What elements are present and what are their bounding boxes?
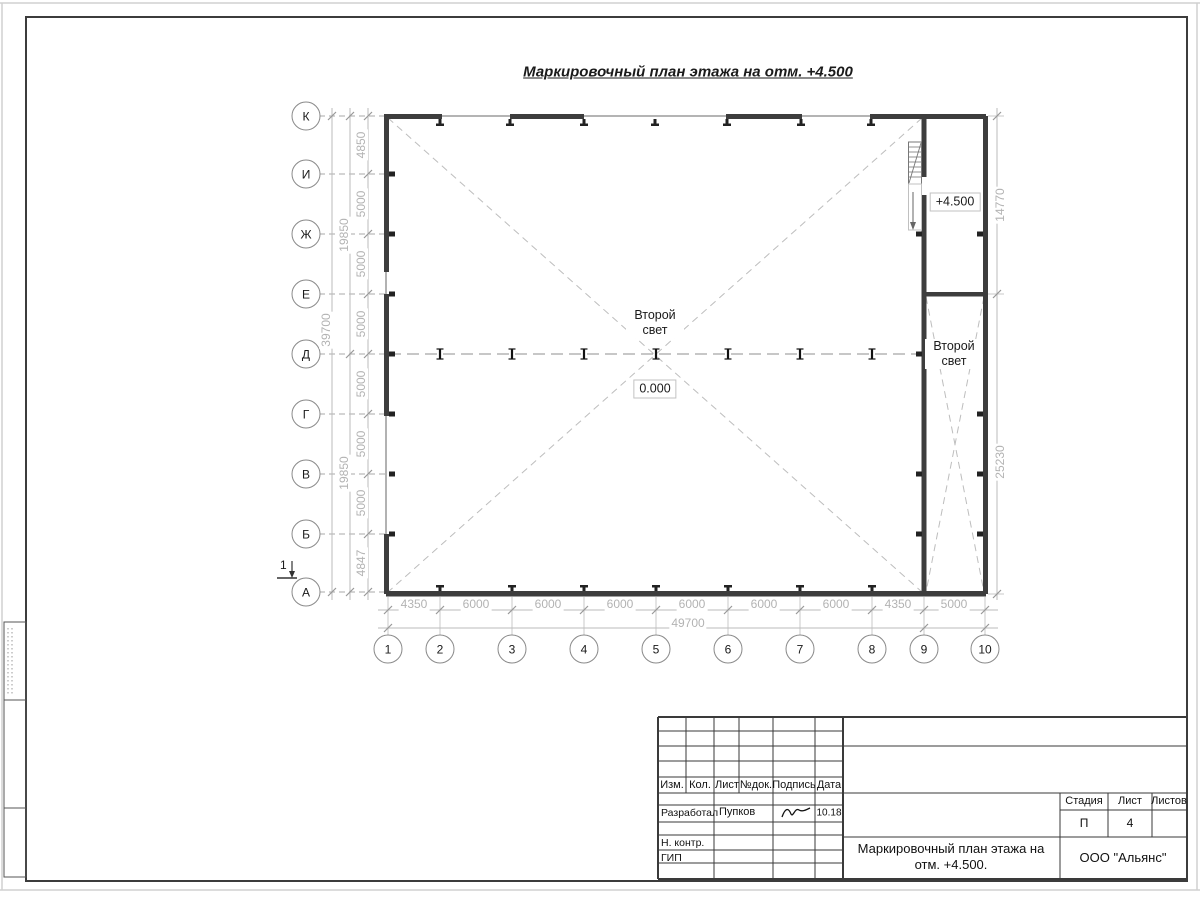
dim-bottom-1: 4350 xyxy=(400,597,428,611)
axis-col-7: 7 xyxy=(786,635,815,664)
dimension-lines xyxy=(332,108,998,628)
axis-row-D: Д xyxy=(292,340,321,369)
dim-bottom-2: 6000 xyxy=(462,597,490,611)
dim-bottom-3: 6000 xyxy=(534,597,562,611)
dim-right-lower: 25230 xyxy=(993,445,1007,479)
axis-row-Zh: Ж xyxy=(292,220,321,249)
dim-bottom-8: 4350 xyxy=(884,597,912,611)
tb-header-data: Дата xyxy=(816,779,842,791)
tb-sheet-label: Лист xyxy=(1118,795,1142,807)
tb-header-izm: Изм. xyxy=(660,779,684,791)
column-extension-lines xyxy=(388,116,1004,635)
axis-col-9: 9 xyxy=(910,635,939,664)
tb-date: 10.18 xyxy=(816,807,842,819)
axis-leaders xyxy=(319,116,386,592)
axis-col-10: 10 xyxy=(971,635,1000,664)
axis-row-G: Г xyxy=(292,400,321,429)
axis-row-E: Е xyxy=(292,280,321,309)
section-mark-number: 1 xyxy=(280,558,287,572)
axis-col-8: 8 xyxy=(858,635,887,664)
dim-left-2: 5000 xyxy=(354,190,368,218)
axis-col-4: 4 xyxy=(570,635,599,664)
elevation-mezzanine-label: +4.500 xyxy=(930,193,981,212)
dim-left-subtotal-2: 19850 xyxy=(337,456,351,490)
tb-header-dok: №док. xyxy=(739,779,773,791)
dim-bottom-5: 6000 xyxy=(678,597,706,611)
walls xyxy=(384,114,988,597)
left-margin-stamp xyxy=(4,622,26,877)
axis-row-V: В xyxy=(292,460,321,489)
page-title: Маркировочный план этажа на отм. +4.500 xyxy=(523,63,853,81)
axis-col-5: 5 xyxy=(642,635,671,664)
dim-bottom-7: 6000 xyxy=(822,597,850,611)
axis-row-A: А xyxy=(292,578,321,607)
dim-left-8: 4847 xyxy=(354,549,368,577)
signature xyxy=(782,808,810,817)
drawing-frame xyxy=(26,17,1187,881)
axis-col-6: 6 xyxy=(714,635,743,664)
tb-stage-value: П xyxy=(1079,816,1089,830)
tb-header-kol: Кол. xyxy=(689,779,711,791)
axis-col-1: 1 xyxy=(374,635,403,664)
axis-row-K: К xyxy=(292,102,321,131)
tb-header-podpis: Подпись xyxy=(772,779,816,791)
dim-left-1: 4850 xyxy=(354,131,368,159)
dim-bottom-total: 49700 xyxy=(671,616,705,630)
dim-bottom-6: 6000 xyxy=(750,597,778,611)
glazing-lines xyxy=(386,116,986,594)
tb-gip-label: ГИП xyxy=(661,852,682,864)
dim-left-4: 5000 xyxy=(354,310,368,338)
axis-row-B: Б xyxy=(292,520,321,549)
dim-left-3: 5000 xyxy=(354,250,368,278)
tb-developed-label: Разработал xyxy=(661,807,719,819)
axis-col-2: 2 xyxy=(426,635,455,664)
paper-edges xyxy=(0,3,1200,890)
dim-right-upper: 14770 xyxy=(993,188,1007,222)
dim-left-total: 39700 xyxy=(319,313,333,347)
tb-developed-name: Пупков xyxy=(719,806,756,818)
second-light-label-main: Второй свет xyxy=(626,308,684,338)
dimension-ticks xyxy=(328,112,1001,632)
dim-left-5: 5000 xyxy=(354,370,368,398)
staircase xyxy=(909,142,922,230)
elevation-zero-label: 0.000 xyxy=(633,380,676,399)
dim-bottom-9: 5000 xyxy=(940,597,968,611)
dim-left-subtotal-1: 19850 xyxy=(337,218,351,252)
tb-doc-title: Маркировочный план этажа на отм. +4.500. xyxy=(857,841,1045,872)
tb-sheet-value: 4 xyxy=(1126,816,1134,830)
tb-company: ООО "Альянс" xyxy=(1079,850,1167,865)
axis-row-I: И xyxy=(292,160,321,189)
dim-left-6: 5000 xyxy=(354,430,368,458)
dim-bottom-4: 6000 xyxy=(606,597,634,611)
tb-header-list: Лист xyxy=(715,779,739,791)
tb-sheets-label: Листов xyxy=(1151,795,1187,807)
second-light-label-bay: Второй свет xyxy=(925,339,983,369)
second-light-diagonals xyxy=(388,118,984,592)
tb-ncontr-label: Н. контр. xyxy=(661,837,705,849)
axis-col-3: 3 xyxy=(498,635,527,664)
wall-column-marks xyxy=(389,119,983,591)
dim-left-7: 5000 xyxy=(354,489,368,517)
tb-stage-label: Стадия xyxy=(1065,795,1103,807)
